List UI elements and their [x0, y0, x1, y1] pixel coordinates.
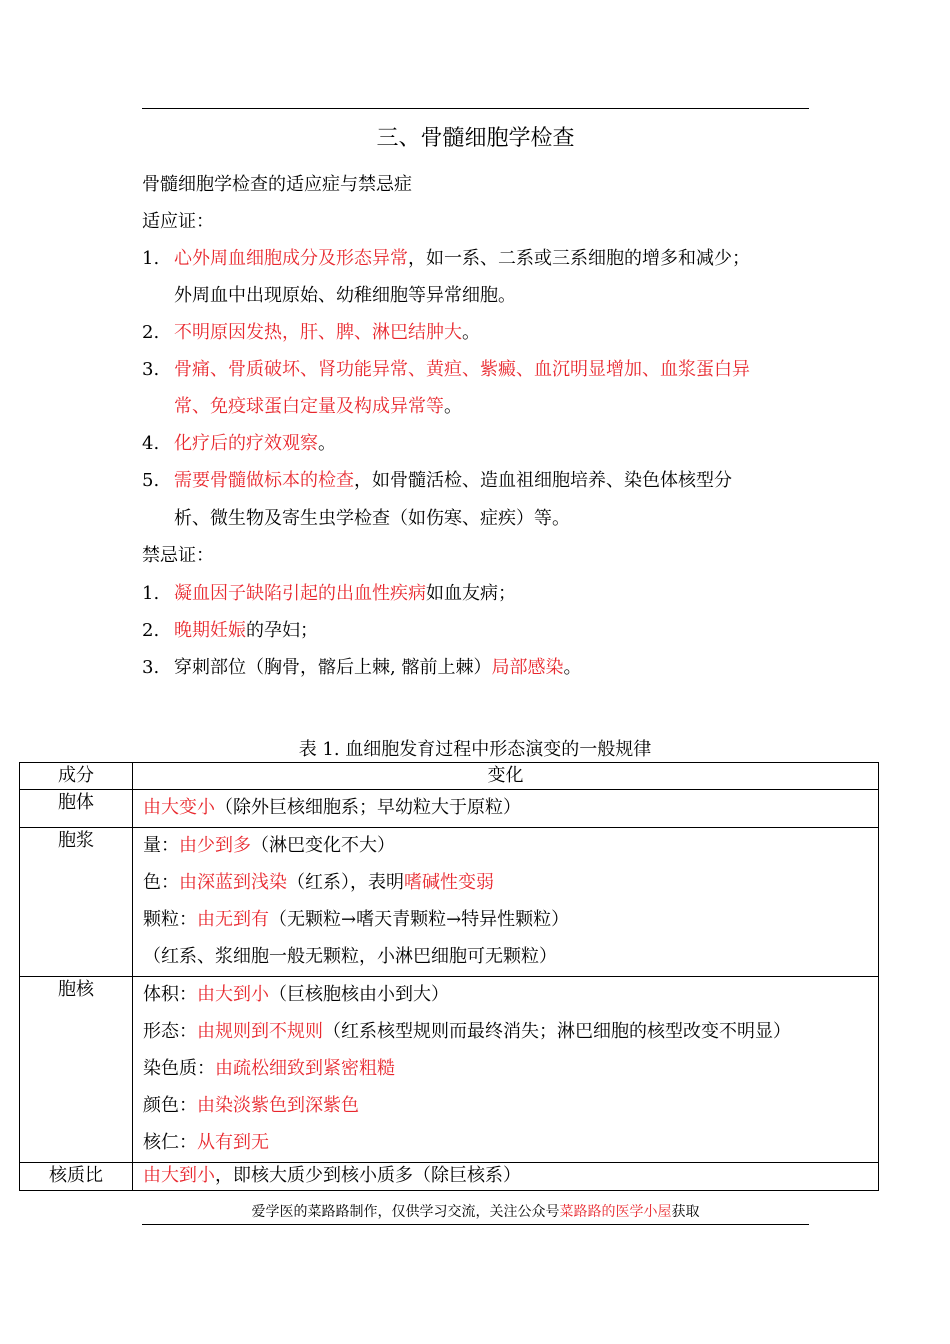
change-line: 颗粒：由无到有（无颗粒→嗜天青颗粒→特异性颗粒） [143, 909, 570, 930]
contraindication-item-2: 2. 晚期妊娠的孕妇； [142, 620, 318, 641]
indication-item-1: 1. 心外周血细胞成分及形态异常，如一系、二系或三系细胞的增多和减少； [142, 248, 750, 269]
change-line: 体积：由大到小（巨核胞核由小到大） [143, 984, 449, 1005]
table-header-change: 变化 [133, 763, 879, 790]
footer-note: 爱学医的菜路路制作，仅供学习交流，关注公众号菜路路的医学小屋获取 [251, 1204, 700, 1220]
contraindication-item-3: 3. 穿刺部位（胸骨，髂后上棘, 髂前上棘）局部感染。 [142, 657, 582, 678]
bottom-rule [142, 1224, 809, 1225]
table-row [20, 977, 879, 1163]
change-line: 色：由深蓝到浅染（红系），表明嗜碱性变弱 [143, 872, 494, 893]
table-row [20, 790, 879, 828]
contraindications-heading: 禁忌证： [142, 545, 214, 566]
section-subtitle: 骨髓细胞学检查的适应症与禁忌症 [142, 174, 412, 195]
indications-heading: 适应证： [142, 211, 214, 232]
row-key: 核质比 [20, 1163, 133, 1191]
change-line: （红系、浆细胞一般无颗粒，小淋巴细胞可无颗粒） [143, 946, 557, 967]
row-key: 胞核 [20, 977, 133, 1163]
indication-item-1-cont: 外周血中出现原始、幼稚细胞等异常细胞。 [174, 285, 516, 306]
indication-item-3-cont: 常、免疫球蛋白定量及构成异常等。 [174, 396, 462, 417]
row-changes [133, 828, 879, 977]
table-row [20, 828, 879, 977]
page-title: 三、骨髓细胞学检查 [376, 126, 575, 151]
change-line: 形态：由规则到不规则（红系核型规则而最终消失；淋巴细胞的核型改变不明显） [143, 1021, 791, 1042]
indication-item-2: 2. 不明原因发热，肝、脾、淋巴结肿大。 [142, 322, 480, 343]
contraindication-item-1: 1. 凝血因子缺陷引起的出血性疾病如血友病； [142, 583, 516, 604]
row-changes [133, 1163, 879, 1191]
row-changes [133, 977, 879, 1163]
change-line: 颜色：由染淡紫色到深紫色 [143, 1095, 359, 1116]
indication-item-4: 4. 化疗后的疗效观察。 [142, 433, 336, 454]
change-line: 染色质：由疏松细致到紧密粗糙 [143, 1058, 395, 1079]
change-line: 核仁：从有到无 [143, 1132, 269, 1153]
development-rules-table [19, 762, 879, 1191]
change-line: 由大变小（除外巨核细胞系；早幼粒大于原粒） [143, 797, 521, 818]
row-changes [133, 790, 879, 828]
indication-item-5: 5. 需要骨髓做标本的检查，如骨髓活检、造血祖细胞培养、染色体核型分 [142, 470, 732, 491]
table-caption: 表 1. 血细胞发育过程中形态演变的一般规律 [298, 739, 652, 760]
change-line: 量：由少到多（淋巴变化不大） [143, 835, 395, 856]
change-line: 由大到小，即核大质少到核小质多（除巨核系） [143, 1165, 521, 1186]
table-header-component: 成分 [20, 763, 133, 790]
table-header-row [20, 763, 879, 790]
row-key: 胞体 [20, 790, 133, 828]
row-key: 胞浆 [20, 828, 133, 977]
table-row [20, 1163, 879, 1191]
indication-item-3: 3. 骨痛、骨质破坏、肾功能异常、黄疸、紫癜、血沉明显增加、血浆蛋白异 [142, 359, 750, 380]
top-rule [142, 108, 809, 109]
indication-item-5-cont: 析、微生物及寄生虫学检查（如伤寒、症疾）等。 [174, 508, 570, 529]
